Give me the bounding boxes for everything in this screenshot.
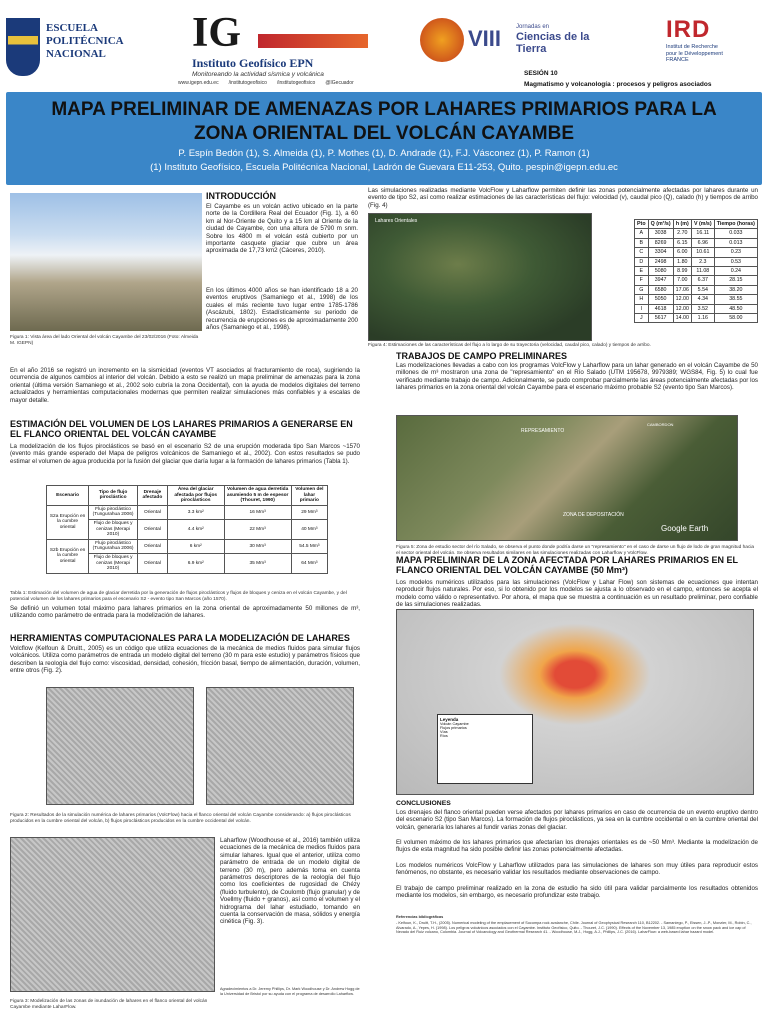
legend-item: Ríos	[440, 734, 448, 738]
table-cell: 0.24	[714, 267, 757, 276]
volcflow-paragraph: Volcflow (Kelfoun & Druitt., 2005) es un código que utiliza ecuaciones de la mecánica de medios fluidos para simular flujos volcánicos. Utiliza como parámetros de entrada un modelo digital del terreno (30 m para este estudio) y parámetros físicos que describen la reología del flujo como: viscosidad, densidad, cohesión, fricción basal, tiempo de alimentación, duración, volumen, entre otros (Fig. 2).	[10, 645, 360, 675]
jornadas-emblem-icon	[420, 18, 464, 62]
table-2-row	[635, 295, 758, 304]
table-cell: 2.70	[673, 229, 691, 238]
intro-paragraph-1: El Cayambe es un volcán activo ubicado en la parte norte de la Cordillera Real del Ecuador (Fig. 1), a 60 km al Nor-Oriente de Quito y a 15 km al Oriente de la ciudad de Cayambe, con una altura de 5790 m snm. Sobre los 4800 m el volcán está cubierto por un importante casquete glaciar que cubre un área aproximada de 17,73 km2 (Cáceres, 2010).	[206, 203, 358, 255]
table-cell: 2.3	[691, 257, 714, 266]
table-cell: 58.00	[714, 314, 757, 323]
figure-2-caption: Figura 2: Resultados de la simulación numérica de lahares primarios (VolcFlow) hacia el flanco oriental del volcán Cayambe considerando: a) flujos piroclásticos producidos en la cumbre oriental del volcán, b) flujos piroclásticos producidos en la cumbre occidental del volcán.	[10, 813, 351, 824]
table-cell: 64 Mm³	[291, 553, 327, 573]
legend-item: Volcán Cayambe	[440, 722, 469, 726]
table-cell: 0.53	[714, 257, 757, 266]
references-title: Referencias bibliográficas	[396, 915, 444, 919]
volumen-paragraph-1: La modelización de los flujos piroclásticos se basó en el escenario S2 de una erupción moderada tipo San Marcos ~1570 (evento más grande esperado del Mapa de peligros volcánicos de Samaniego et al., 2002). Con estos resultados se pudo estimar el volumen de agua producida por la fusión del glaciar que daría lugar a la formación de lahares primarios (Tabla 1).	[10, 443, 360, 465]
fig4-intro-paragraph: Las simulaciones realizadas mediante VolcFlow y Laharflow permiten definir las zonas potencialmente afectadas por lahares durante un evento de tipo S2, así como realizar estimaciones de las características del flujo: velocidad (v), caudal pico (Q), calado (h) y tiempos de arribo (Fig. 4)	[368, 187, 758, 209]
session-topic: Magmatismo y volcanología : procesos y peligros asociados	[524, 81, 712, 88]
figure-4-caption: Figura 4: Estimaciones de las características del flujo a lo largo de su trayectoria (velocidad, caudal pico, calado) y tiempos de arribo.	[368, 343, 651, 348]
epn-shield-icon	[6, 18, 40, 76]
table-cell: Oriental	[137, 505, 167, 519]
table-cell: 48.50	[714, 304, 757, 313]
intro-paragraph-2: En los últimos 4000 años se han identificado 18 a 20 eventos eruptivos (Samaniego et al., 1998) de los cuales el más reciente tuvo lugar entre 1785-1786 (Ascázubi, 1802). Estadísticamente su periodo de recurrencia de erupciones es de aproximadamente 200 años (Samaniego et al., 1998).	[206, 287, 358, 332]
table-2-row	[635, 314, 758, 323]
fig5-label: CAMBORDON	[647, 422, 674, 427]
table-cell: 7.00	[673, 276, 691, 285]
table-cell: G	[635, 285, 649, 294]
table-cell: 11.08	[691, 267, 714, 276]
session-number: SESIÓN 10	[524, 70, 558, 77]
table-cell: 40 Mm³	[291, 519, 327, 539]
table-cell: 3.3 km²	[167, 505, 224, 519]
fig5-label: REPRESAMIENTO	[521, 428, 565, 434]
table-cell: 0.23	[714, 248, 757, 257]
table-cell: 30 Mm³	[224, 539, 291, 553]
ig-bar-graphic	[258, 34, 368, 48]
table-cell: A	[635, 229, 649, 238]
ird-line: pour le Développement	[666, 50, 723, 57]
table-cell: 6.9 km²	[167, 553, 224, 573]
table-row	[47, 519, 328, 539]
table-cell: 6 km²	[167, 539, 224, 553]
table-cell: 14.00	[673, 314, 691, 323]
table-cell: 1.16	[691, 314, 714, 323]
table-cell: 29 Mm³	[291, 505, 327, 519]
ig-social-links	[178, 80, 354, 86]
hazard-map	[396, 609, 754, 795]
table-cell: 8.99	[673, 267, 691, 276]
table-cell: 38.20	[714, 285, 757, 294]
campo-paragraph: Las modelizaciones llevadas a cabo con los programas VolcFlow y Laharflow para un lahar generado en el volcán Cayambe de 50 millones de m³ mostraron una zona de "represamiento" en el Río Salado (UTM 195678, 9979389; WGS84, Fig. 5) lo cual fue verificado mediante trabajo de campo. Adicionalmente, se pudo comprobar parcialmente las áreas potencialmente afectadas por los lahares primarios en la zona oriental del volcán Cayambe para el escenario máximo probable S2 (evento tipo San Marcos).	[396, 362, 758, 392]
ird-line: Institut de Recherche	[666, 44, 718, 50]
acknowledgements: Agradecimientos a Dr. Jeremy Phillips, Dr. Mark Woodhouse y Dr. Andrew Hogg de la Universidad de Bristol por su ayuda con el programa de desarrollo Laharflow.	[220, 987, 360, 996]
epn-name-line: ESCUELA	[46, 22, 98, 34]
ig-name: Instituto Geofísico EPN	[192, 56, 314, 70]
table-cell: 12.00	[673, 304, 691, 313]
table-cell: 6.37	[691, 276, 714, 285]
legend-title: Leyenda	[440, 717, 459, 722]
jornadas-number: VIII	[468, 26, 502, 51]
table-cell: Flujo piroclástico (Tungurahua 2006)	[89, 539, 138, 553]
table-cell: 17.06	[673, 285, 691, 294]
table-cell: 16.11	[691, 229, 714, 238]
table-header: Escenario	[47, 486, 89, 506]
table-header: Tipo de flujo piroclástico	[89, 486, 138, 506]
poster-title	[6, 98, 762, 146]
map-legend	[437, 714, 533, 784]
figure-3-map	[10, 837, 215, 992]
table-2-row	[635, 257, 758, 266]
conclusion-paragraph-2: El volumen máximo de los lahares primarios que afectarían los drenajes orientales es de ~50 Mm³. Mediante la modelización de flujos de esta magnitud ha sido posible definir las zonas potencialmente afectadas.	[396, 839, 758, 854]
table-cell: 3304	[648, 248, 673, 257]
table-cell: S2b Erupción en la cumbre oriental	[47, 539, 89, 573]
figure-3-caption: Figura 3: Modelización de las zonas de inundación de lahares en el flanco oriental del volcán Cayambe mediante LaharFlow.	[10, 999, 208, 1010]
table-cell: 10.61	[691, 248, 714, 257]
conclusion-paragraph-4: El trabajo de campo preliminar realizado en la zona de estudio ha sido útil para validar parcialmente los resultados obtenidos mediante los modelos, sin embargo, es necesario profundizar este trabajo.	[396, 885, 758, 900]
table-2-row	[635, 304, 758, 313]
table-cell: 3947	[648, 276, 673, 285]
table-cell: E	[635, 267, 649, 276]
table-cell: Oriental	[137, 553, 167, 573]
table-cell: C	[635, 248, 649, 257]
table-cell: 5.54	[691, 285, 714, 294]
intro-heading: INTRODUCCIÓN	[206, 191, 276, 201]
table-row	[47, 505, 328, 519]
table-cell: 38.55	[714, 295, 757, 304]
table-2-body	[635, 229, 758, 323]
table-2-row	[635, 285, 758, 294]
affiliation: (1) Instituto Geofísico, Escuela Politécnica Nacional, Ladrón de Guevara E11-253, Quito. pespin@igepn.edu.ec	[150, 162, 618, 173]
table-header: Pto	[635, 220, 649, 229]
table-cell: 3038	[648, 229, 673, 238]
table-cell: 28.15	[714, 276, 757, 285]
table-2-row	[635, 267, 758, 276]
legend-item: Flujos primarios	[440, 726, 467, 730]
conclusion-paragraph-1: Los drenajes del flanco oriental pueden verse afectados por lahares primarios en caso de ocurrencia de un evento eruptivo dentro del escenario S2 (tipo San Marcos). La formación de flujos piroclásticos, ya sea en la cumbre occidental o en la cumbre oriental del volcán, generaría los lahares al fundir varias zonas del glaciar.	[396, 809, 758, 831]
ig-logo	[192, 10, 372, 78]
volumen-heading: ESTIMACIÓN DEL VOLUMEN DE LOS LAHARES PRIMARIOS A GENERARSE EN EL FLANCO ORIENTAL DEL VOLCÁN CAYAMBE	[10, 419, 353, 439]
table-header: Drenaje afectado	[137, 486, 167, 506]
table-1	[46, 485, 328, 574]
table-header: Q (m³/s)	[648, 220, 673, 229]
ig-link: /institutogeofisico	[228, 80, 267, 86]
epn-logo	[6, 18, 166, 78]
table-header: V (m/s)	[691, 220, 714, 229]
table-cell: 4.4 km²	[167, 519, 224, 539]
table-cell: 54.5 Mm³	[291, 539, 327, 553]
table-cell: 6.00	[673, 248, 691, 257]
poster-body	[6, 187, 762, 1020]
legend-item: Vías	[440, 730, 448, 734]
figure-5-caption: Figura 5: Zona de estudio sector del río Salado, se observa el punto donde podría darse un "represamiento" en el caso de darse un flujo de lodo de gran magnitud hacia el sector oriental del volcán. Se observa resultados similares en las simulaciones realizadas con Laharflow y VolcFlow.	[396, 545, 755, 556]
ird-line: FRANCE	[666, 57, 689, 63]
ig-tagline: Monitoreando la actividad sísmica y volcánica	[192, 71, 324, 78]
table-cell: 5050	[648, 295, 673, 304]
fig5-label: ZONA DE DEPOSITACIÓN	[563, 512, 624, 518]
volumen-paragraph-2: Se definió un volumen total máximo para lahares primarios en la zona oriental de aproximadamente 50 millones de m³, utilizando como parámetro de entrada para la modelización de lahares.	[10, 605, 360, 620]
table-row	[47, 539, 328, 553]
title-banner	[6, 92, 762, 185]
table-cell: 22 Mm³	[224, 519, 291, 539]
table-cell: F	[635, 276, 649, 285]
table-cell: Oriental	[137, 519, 167, 539]
laharflow-paragraph: Laharflow (Woodhouse et al., 2016) también utiliza ecuaciones de la mecánica de medios fluidos para simular lahares. Igual que el anterior, utiliza como parámetro de entrada de un modelo digital de terreno (30 m), pero además toma en cuenta parámetros descriptores de la reología del flujo como los coeficientes de rugosidad de Chézy (fluido turbulento), de Coulomb (flujo granular) y de Voellmy (fluido + granos), así como el volumen y el hidrograma del lahar estudiado, tomando en cuenta la conservación de masa, sólidos y energía cinética (Fig. 3).	[220, 837, 360, 926]
epn-name-line: POLITÉCNICA	[46, 35, 124, 47]
intro-paragraph-3: En el año 2016 se registró un incremento en la sismicidad (eventos VT asociados al fracturamiento de roca), sugiriendo la ocurrencia de algunos cambios al interior del volcán. Debido a esto se realizó un mapa preliminar de amenazas para la zona oriental (última versión Samaniego et al., 2002 solo cubría la zona Occidental), con la ayuda de modelos digitales del terreno actualizados y herramientas computacionales modernas que permiten realizar simulaciones más confiables y a escalas de mayor detalle.	[10, 367, 360, 404]
table-cell: I	[635, 304, 649, 313]
table-header: Volumen de agua derretida asumiendo 5 m de espesor (Thouret, 1990)	[224, 486, 291, 506]
table-header: Volumen del lahar primario	[291, 486, 327, 506]
map4-label: Lahares Orientales	[375, 218, 418, 224]
title-line: ZONA ORIENTAL DEL VOLCÁN CAYAMBE	[193, 123, 575, 144]
table-cell: 4618	[648, 304, 673, 313]
poster-header	[0, 0, 768, 92]
mapa-paragraph: Los modelos numéricos utilizados para las simulaciones (VolcFlow y Lahar Flow) son sistemas de ecuaciones que intentan reproducir flujos naturales. Por eso, si lo obtenido por los modelos se ajusta a lo observado en el campo, entonces se acepta el modelo como válido o representativo. Por ahora, el mapa que se muestra a continuación es un resultado preliminar, pero confiable de las simulaciones realizadas.	[396, 579, 758, 609]
conclusiones-heading: CONCLUSIONES	[396, 800, 451, 807]
ig-link: /institutogeofisico	[276, 80, 316, 86]
table-cell: 2498	[648, 257, 673, 266]
table-2-row	[635, 229, 758, 238]
jornadas-title: Ciencias de la Tierra	[516, 31, 590, 55]
table-2-row	[635, 248, 758, 257]
figure-1-photo	[10, 193, 202, 331]
title-line: MAPA PRELIMINAR DE AMENAZAS POR LAHARES PRIMARIOS PARA LA	[51, 99, 717, 120]
references: - Kelfoun, K., Druitt, T.H., (2005). Numerical modeling of the emplacement of Socompa rock avalanche, Chile. Journal of Geophysical Research 110, B12202. - Samaniego, P., Eissen, J.-P., Monzier, M., Robin, C., Alvarado, A., Yepes, H. (1998). Los peligros volcánicos asociados con el Cayambe. Instituto Geofísico, Quito. - Thouret, J.C. (1990). Effects of the November 13, 1985 eruption on the snow pack and ice cap of Nevado del Ruiz volcano, Colombia. Journal of Volcanology and Geothermal Research 41. - Woodhouse, M.J., Hogg, A.J., Phillips, J.C. (2016). LaharFlow: a web-based lahar hazard model.	[396, 921, 752, 935]
table-2	[634, 219, 758, 323]
ig-letters: IG	[192, 10, 242, 56]
authors: P. Espín Bedón (1), S. Almeida (1), P. Mothes (1), D. Andrade (1), F.J. Vásconez (1), P. Ramon (1)	[178, 148, 590, 159]
table-cell: Flujo piroclástico (Tungurahua 2006)	[89, 505, 138, 519]
ig-link: @IGecuador	[325, 80, 354, 86]
ig-link: www.igepn.edu.ec	[178, 80, 219, 86]
figure-2a-map	[46, 687, 194, 805]
epn-name-line: NACIONAL	[46, 48, 106, 60]
table-cell: 0.033	[714, 229, 757, 238]
figure-4-map	[368, 213, 592, 341]
mapa-heading: MAPA PRELIMINAR DE LA ZONA AFECTADA POR LAHARES PRIMARIOS EN EL FLANCO ORIENTAL DEL VOLCÁN CAYAMBE (50 Mm³)	[396, 555, 738, 575]
table-header: Área del glaciar afectada por flujos piroclásticos	[167, 486, 224, 506]
table-cell: 8269	[648, 238, 673, 247]
jornadas-small: Jornadas en	[516, 24, 550, 30]
herramientas-heading: HERRAMIENTAS COMPUTACIONALES PARA LA MODELIZACIÓN DE LAHARES	[10, 633, 350, 643]
table-cell: B	[635, 238, 649, 247]
table-header: h (m)	[673, 220, 691, 229]
figure-2b-map	[206, 687, 354, 805]
table-cell: 5617	[648, 314, 673, 323]
table-cell: 6.96	[691, 238, 714, 247]
table-cell: Flujo de bloques y cenizas (Merapi 2010)	[89, 519, 138, 539]
table-cell: J	[635, 314, 649, 323]
table-2-row	[635, 238, 758, 247]
table-cell: 1.80	[673, 257, 691, 266]
table-cell: 3.52	[691, 304, 714, 313]
table-cell: 6580	[648, 285, 673, 294]
campo-heading: TRABAJOS DE CAMPO PRELIMINARES	[396, 351, 568, 361]
table-1-caption: Tabla 1: Estimación del volumen de agua de glaciar derretida por la generación de flujos piroclásticos y flujos de bloques y ceniza en el volcán Cayambe, y del potencial volumen de los lahares primarios para el escenario S2 - evento tipo San Marcos (año 1570).	[10, 591, 347, 602]
table-cell: 0.013	[714, 238, 757, 247]
fig5-label: Google Earth	[661, 524, 709, 533]
table-cell: 35 Mm³	[224, 553, 291, 573]
table-cell: D	[635, 257, 649, 266]
figure-5-photo	[396, 415, 738, 541]
table-cell: 12.00	[673, 295, 691, 304]
table-cell: H	[635, 295, 649, 304]
jornadas-logo	[420, 18, 590, 62]
table-row	[47, 553, 328, 573]
ird-letters: IRD	[666, 16, 711, 43]
table-cell: 6.15	[673, 238, 691, 247]
table-cell: Flujo de bloques y cenizas (Merapi 2010)	[89, 553, 138, 573]
table-cell: S2a Erupción en la cumbre oriental	[47, 505, 89, 539]
ird-logo	[666, 16, 762, 78]
table-2-row	[635, 276, 758, 285]
table-header: Tiempo (horas)	[714, 220, 757, 229]
table-cell: 5080	[648, 267, 673, 276]
figure-1-caption: Figura 1: Vista área del lado Oriental del volcán Cayambe del 23/02/2016 (Foto: Almeida M. IGEPN)	[10, 335, 199, 346]
table-cell: 4.34	[691, 295, 714, 304]
conclusion-paragraph-3: Los modelos numéricos VolcFlow y Laharflow utilizados para las simulaciones de lahares son muy útiles para reproducir estos fenómenos, no obstante, es necesario validar los resultados mediante observaciones de campo.	[396, 862, 758, 877]
table-cell: 16 Mm³	[224, 505, 291, 519]
table-cell: Oriental	[137, 539, 167, 553]
